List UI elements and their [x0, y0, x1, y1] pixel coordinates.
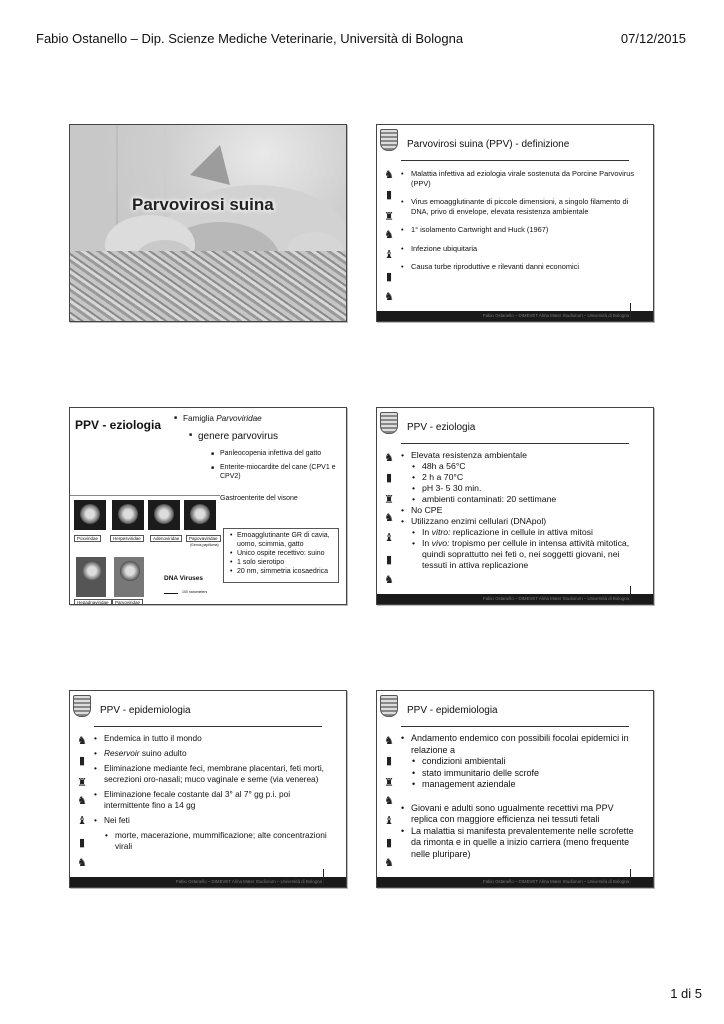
slide-footer: Fabio Ostanello – DIMEVET Alma Mater Studiorum – Università di Bologna [377, 594, 653, 604]
slide-footer: Fabio Ostanello – DIMEVET Alma Mater Studiorum – Università di Bologna [377, 311, 653, 321]
list-item: • Malattia infettiva ad eziologia virale sostenuta da Porcine Parvovirus (PPV) [399, 169, 641, 188]
document-header-date: 07/12/2015 [620, 31, 686, 46]
list-item: • No CPE [399, 505, 641, 516]
animal-silhouette-icon: ♞ [384, 169, 394, 181]
list-item: • Causa turbe riproduttive e rilevanti danni economici [399, 262, 641, 272]
title-divider [401, 726, 629, 727]
list-item: • In vitro: replicazione in cellule in attiva mitosi [399, 527, 641, 538]
bullet-list [399, 733, 641, 860]
animal-silhouette-icon: ♞ [77, 795, 87, 807]
list-item: • ambienti contaminati: 20 settimane [399, 494, 641, 505]
slide-5-epidemiologia [69, 690, 347, 888]
slide-sidebar [377, 125, 401, 321]
list-item: • Nei feti [92, 815, 334, 826]
slide-sidebar [377, 691, 401, 887]
animal-silhouette-icon: ▮ [385, 554, 393, 566]
list-item: • condizioni ambientali [399, 756, 641, 768]
genus-item: ■ genere parvovirus [189, 431, 342, 442]
animal-silhouette-icon: ♝ [384, 815, 394, 827]
list-item: • 1° isolamento Cartwright and Huck (1967) [399, 225, 641, 235]
list-item: • management aziendale [399, 779, 641, 791]
taxonomy-list [174, 414, 342, 486]
animal-silhouette-icon: ♞ [384, 512, 394, 524]
slide-footer: Fabio Ostanello – DIMEVET Alma Mater Studiorum – Università di Bologna [377, 877, 653, 887]
list-item: • Unico ospite recettivo: suino [229, 549, 336, 558]
university-logo-icon [73, 695, 91, 717]
list-item: • Elevata resistenza ambientale [399, 450, 641, 461]
list-item: ■ Panleocopenia infettiva del gatto [211, 449, 342, 458]
scale-bar [164, 593, 178, 594]
animal-silhouette-icon: ♜ [384, 494, 394, 506]
list-item: • Eliminazione mediante feci, membrane placentari, feti morti, secrezioni oro-nasali; muco vaginale e seme (via venerea) [92, 763, 334, 785]
bullet-list [399, 169, 641, 281]
list-item: ■ Enterite-miocardite del cane (CPV1 e CPV2) [211, 463, 342, 481]
slide-sidebar [377, 408, 401, 604]
animal-silhouette-icon: ▮ [385, 189, 393, 201]
properties-box [223, 528, 339, 583]
list-item: • morte, macerazione, mummificazione; alte concentrazioni virali [92, 830, 334, 852]
animal-silhouette-icon: ♜ [384, 211, 394, 223]
animal-silhouette-icon: ♞ [384, 795, 394, 807]
animal-silhouette-icon: ▮ [78, 837, 86, 849]
animal-silhouette-icon: ▮ [385, 837, 393, 849]
slide-2-definizione [376, 124, 654, 322]
animal-silhouette-icon: ▮ [385, 472, 393, 484]
animal-silhouette-icon: ♞ [77, 735, 87, 747]
list-item: • 2 h a 70°C [399, 472, 641, 483]
slide-sidebar [70, 691, 94, 887]
slide-title: PPV - eziologia [407, 422, 476, 433]
animal-silhouette-icon: ♞ [77, 857, 87, 869]
dna-viruses-figure: Poxviridae Herpesviridae Adenoviridae Papovaviridae (Genus papilloma) Hepadnaviridae Parvoviridae DNA Viruses 100 nanometers [72, 495, 224, 605]
animal-silhouette-icon: ♞ [384, 857, 394, 869]
slide-title: Parvovirosi suina (PPV) - definizione [407, 139, 570, 150]
document-header-title: Fabio Ostanello – Dip. Scienze Mediche Veterinarie, Università di Bologna [36, 31, 464, 46]
slide-title: PPV - epidemiologia [407, 705, 498, 716]
animal-silhouette-icon: ▮ [385, 755, 393, 767]
list-item: • 20 nm, simmetria icosaedrica [229, 567, 336, 576]
slide-title: PPV - eziologia [75, 418, 162, 432]
figure-title: DNA Viruses [164, 575, 204, 582]
list-item: • Utilizzano enzimi cellulari (DNApol) [399, 516, 641, 527]
family-item: ■ Famiglia Parvoviridae [174, 414, 342, 423]
animal-silhouette-icon: ♞ [384, 229, 394, 241]
animal-silhouette-icon: ♜ [77, 777, 87, 789]
university-logo-icon [380, 412, 398, 434]
list-item: • Giovani e adulti sono ugualmente recettivi ma PPV replica con maggiore efficienza nei tessuti fetali [399, 803, 641, 826]
slide-footer: Fabio Ostanello – DIMEVET Alma Mater Studiorum – Università di Bologna [70, 877, 346, 887]
page-number: 1 di 5 [670, 986, 702, 1001]
university-logo-icon [380, 695, 398, 717]
title-divider [401, 160, 629, 161]
slide-4-eziologia [376, 407, 654, 605]
animal-silhouette-icon: ▮ [78, 755, 86, 767]
title-divider [94, 726, 322, 727]
title-divider [401, 443, 629, 444]
slide-6-epidemiologia [376, 690, 654, 888]
bullet-list [92, 733, 334, 856]
list-item: • Endemica in tutto il mondo [92, 733, 334, 744]
slide-title: PPV - epidemiologia [100, 705, 191, 716]
list-item: • La malattia si manifesta prevalentemente nelle scrofette da rimonta e in quelle a inizio carriera (meno frequente nelle pluripare) [399, 826, 641, 861]
bullet-list [399, 450, 641, 571]
animal-silhouette-icon: ♞ [384, 574, 394, 586]
animal-silhouette-icon: ♞ [384, 291, 394, 303]
animal-silhouette-icon: ♞ [384, 452, 394, 464]
list-item: Gastroenterite del visone [220, 495, 298, 502]
university-logo-icon [380, 129, 398, 151]
slide-1-title [69, 124, 347, 322]
list-item: • pH 3- 5 30 min. [399, 483, 641, 494]
slide-3-eziologia [69, 407, 347, 605]
list-item: • Eliminazione fecale costante dal 3° al 7° gg p.i. poi intermittente fino a 14 gg [92, 789, 334, 811]
list-item: • In vivo: tropismo per cellule in intensa attività mitotica, quindi soprattutto nei feti o, nei soggetti giovani, nei tessuti in attiva replicazione [399, 538, 641, 571]
list-item: • Infezione ubiquitaria [399, 244, 641, 254]
animal-silhouette-icon: ♝ [384, 249, 394, 261]
animal-silhouette-icon: ▮ [385, 271, 393, 283]
animal-silhouette-icon: ♝ [77, 815, 87, 827]
list-item: • Virus emoagglutinante di piccole dimensioni, a singolo filamento di DNA, privo di envelope, elevata resistenza ambientale [399, 197, 641, 216]
slide-title: Parvovirosi suina [132, 195, 274, 214]
list-item: • 1 solo sierotipo [229, 558, 336, 567]
animal-silhouette-icon: ♝ [384, 532, 394, 544]
list-item: • stato immunitario delle scrofe [399, 768, 641, 780]
list-item: • Reservoir suino adulto [92, 748, 334, 759]
list-item: • Andamento endemico con possibili focolai epidemici in relazione a [399, 733, 641, 756]
animal-silhouette-icon: ♜ [384, 777, 394, 789]
list-item: • Emoagglutinante GR di cavia, uomo, scimmia, gatto [229, 531, 336, 549]
list-item: • 48h a 56°C [399, 461, 641, 472]
pig-photo [70, 125, 346, 321]
animal-silhouette-icon: ♞ [384, 735, 394, 747]
